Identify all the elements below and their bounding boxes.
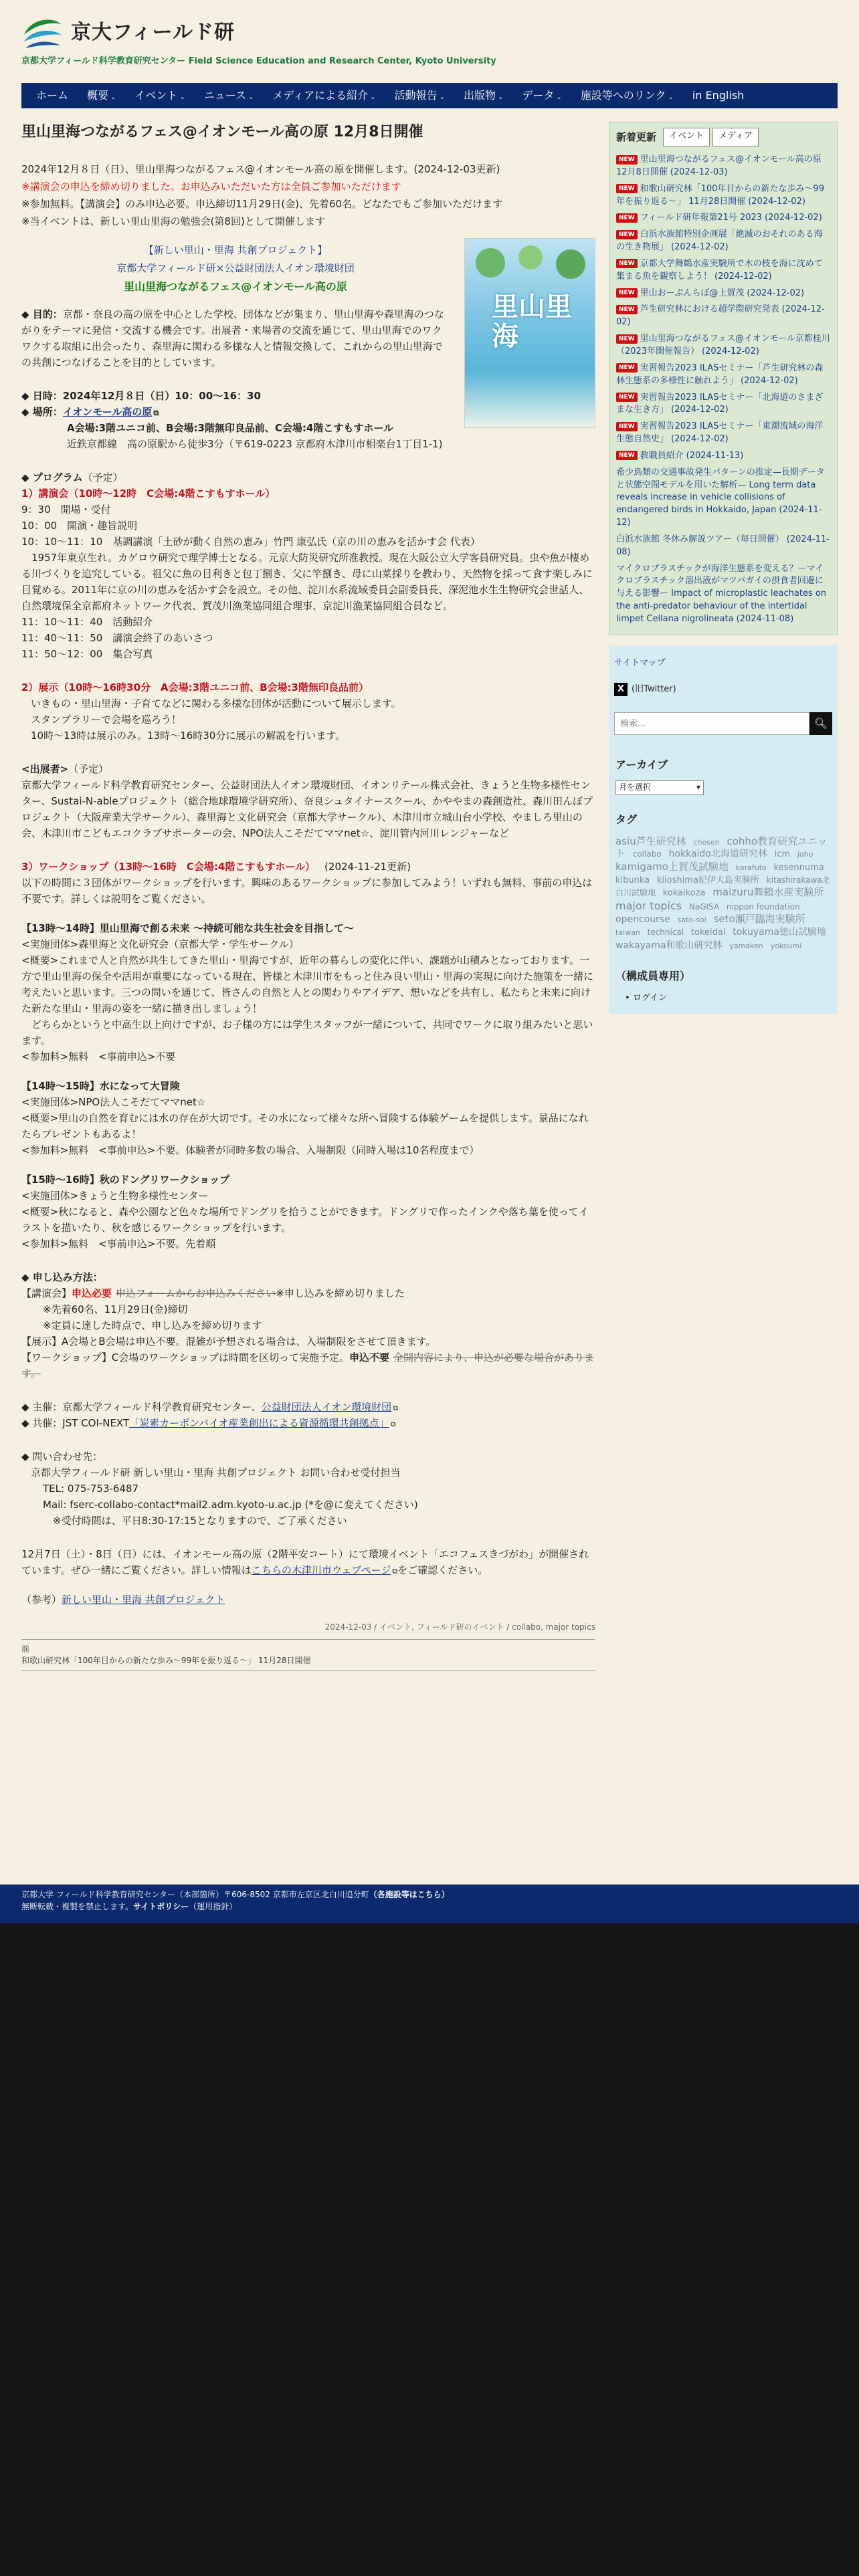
news-item[interactable] <box>616 532 830 561</box>
nav-facilities[interactable] <box>571 87 683 104</box>
news-title: 里山おーぷんらぼ@上賀茂 <box>640 288 745 298</box>
exhibitors-heading <box>21 761 595 777</box>
exhibitors-list: 京都大学フィールド科学教育研究センター、公益財団法人イオン環境財団、イオンリテール株式会社、きょうと生物多様性センター、Sustai-N-ableプロジェクト（総合地球環境学研究所）、奈良シュタイナースクール、かややまの森創造社、森川田んぼプロジェクト（大阪産業大学サークル）、森里海と文化研究会（京都大学サークル）、木津川市立城山台小学校、やましろ里山の会、木津川市こどもエコクラブサポーターの会、NPO法人こそだてママnet☆、淀川管内河川レンジャーなど <box>21 778 593 839</box>
lecture-line: 10：10〜11：10 基調講演「土砂が動く自然の恵み」竹門 康弘氏（京の川の恵みを活かす会 代表） <box>21 535 480 548</box>
program-heading <box>21 469 595 486</box>
chevron-down-icon: ⌄ <box>556 94 562 102</box>
apply-exhibit: 【展示】A会場とB会場は申込不要。混雑が予想される場合は、入場制限をさせて頂きます。 <box>21 1335 436 1348</box>
news-date: (2024-12-02) <box>741 375 798 386</box>
news-date: (2024-12-02) <box>671 434 729 445</box>
notice-1: ※参加無料。【講演会】のみ申込必要。申込締切11月29日(金)、先着60名。どなたでもご参加いただけます <box>21 198 503 211</box>
workshop-heading: 3）ワークショップ（13時〜16時 C会場:4階こすもすホール） <box>21 860 316 873</box>
exhibit-heading: 2）展示（10時〜16時30分 A会場:3階ユニコ前、B会場:3階無印良品前） <box>21 681 369 693</box>
site-title[interactable]: 京大フィールド研 <box>71 21 235 44</box>
tag-link[interactable]: kitashirakawa北白川試験地 <box>615 875 830 898</box>
chevron-down-icon: ⌄ <box>439 94 445 102</box>
news-item[interactable] <box>616 448 830 465</box>
project-heading-3: 里山里海つながるフェス@イオンモール高の原 <box>124 280 347 294</box>
nav-label: 概要 <box>87 89 109 102</box>
purpose-text: 京都・奈良の高の原を中心とした学校、団体などが集まり、里山里海や森里海のつながりをテーマに発信・交流する機会です。出展者・来場者の交流を通じて、里山里海でのワクワクする取組に出会ったり、森里海に関わる多様な人と情報交換して、これからの里山里海での共創につなげることを目的としています。 <box>21 308 444 368</box>
tag-link[interactable]: taiwan <box>615 928 640 938</box>
chevron-down-icon: ⌄ <box>110 94 116 102</box>
nav-label: メディアによる紹介 <box>272 89 369 102</box>
news-title: 里山里海つながるフェス@イオンモール高の原 12月8日開催 <box>616 154 822 177</box>
external-link-icon: ⧉ <box>153 408 159 417</box>
news-date: (2024-11-13) <box>686 450 744 461</box>
closing-suffix: をご確認ください。 <box>397 1564 488 1576</box>
archive-select-value: 月を選択 <box>619 782 652 792</box>
workshop-3-line: <概要>秋になると、森や公園など色々な場所でドングリを拾うことができます。ドングリで作ったインクや落ち葉を使ってイラストを描いたり、秋を感じるワークショップを行います。 <box>21 1205 589 1234</box>
tag-link[interactable]: chosen <box>693 837 720 847</box>
workshop-1-line: <概要>これまで人と自然が共生してきた里山・里海ですが、近年の暮らしの変化に伴い、課題が山積みとなっております。一方で里山里海の保全や活用が重要になっている現在、皆様と木津川市をもっと住み良い里山・里海の実現に向けた施策を一緒に考えたいと思います。三つの問いを通じて、皆さんの自然と人との関わりやアイデア、想いなどを共有し、私たちと未来に向けた新たな里山・里海の姿を一緒に描き出しましょう！ <box>21 954 594 1014</box>
apply-closed: ※申し込みを締め切りました <box>276 1287 405 1299</box>
tag-link[interactable]: tokuyama徳山試験地 <box>733 927 826 938</box>
new-badge: NEW <box>616 259 638 268</box>
news-date: (2024-12-03) <box>670 167 728 177</box>
news-item[interactable] <box>616 256 830 286</box>
apply-required: 申込必要 <box>72 1287 112 1299</box>
nav-home[interactable] <box>27 87 78 104</box>
nav-reports[interactable] <box>385 87 454 104</box>
reference-line <box>21 1592 595 1608</box>
news-title: 実習報告2023 ILASセミナー「東潮流域の海洋生態自然史」 <box>616 421 824 445</box>
tag-link[interactable]: kamigamo上賀茂試験地 <box>615 860 729 873</box>
apply-ws-struck: 全開内容により、申込が必要な場合があります。 <box>21 1351 595 1380</box>
apply-ws-text: 【ワークショップ】C会場のワークショップは時間を区切って実施予定。 <box>21 1351 350 1364</box>
news-title: 教職員紹介 <box>640 450 684 461</box>
tag-link[interactable]: maizuru舞鶴水産実験所 <box>712 886 824 899</box>
apply-workshop <box>21 1350 595 1382</box>
site-footer <box>0 1885 859 1923</box>
lecture-line: 11：10〜11：40 活動紹介 <box>21 615 153 628</box>
tag-link[interactable]: NaGISA <box>688 901 720 911</box>
tag-link[interactable]: seto瀬戸臨海実験所 <box>713 912 805 925</box>
footer-copyright: 無断転載・複製を禁止します。 <box>21 1902 134 1911</box>
facilities-link[interactable]: （各施設等はこちら） <box>369 1890 450 1899</box>
contact-line: 京都大学フィールド研 新しい里山・里海 共創プロジェクト お問い合わせ受付担当 <box>31 1466 401 1479</box>
chevron-down-icon: ⌄ <box>497 94 504 102</box>
site-header <box>0 0 859 83</box>
tag-link[interactable]: icm <box>774 849 791 860</box>
nav-label: 出版物 <box>463 89 496 102</box>
tag-link[interactable]: nippon foundation <box>726 901 800 911</box>
brand[interactable] <box>21 15 838 51</box>
host-line <box>21 1399 595 1415</box>
new-badge: NEW <box>616 155 638 165</box>
workshop-2-line: <参加料>無料 <事前申込>不要。体験者が同時多数の場合、入場制限（同時入場は10名程度まで） <box>21 1144 480 1156</box>
tag-link[interactable]: kokaikoza <box>662 888 706 899</box>
search-icon[interactable]: 🔍︎ <box>809 712 832 735</box>
news-title: 芦生研究林における超学際研究発表 <box>640 304 779 315</box>
new-badge: NEW <box>616 305 638 314</box>
news-date: (2024-11-12) <box>616 505 822 528</box>
news-item[interactable] <box>616 419 830 448</box>
program-label: ◆ プログラム <box>21 471 83 484</box>
news-title: 白浜水族館 冬休み解説ツアー（毎日開催） <box>616 534 784 544</box>
apply-ws-bold: 申込不要 <box>349 1351 390 1364</box>
workshop-1-line: <実施団体>森里海と文化研究会（京都大学・学生サークル） <box>21 938 299 950</box>
tag-link[interactable]: opencourse <box>615 914 670 925</box>
tag-link[interactable]: major topics <box>615 899 682 912</box>
news-item[interactable] <box>616 227 830 256</box>
archive-widget <box>609 748 838 803</box>
workshop-heading-line <box>21 859 595 875</box>
new-badge: NEW <box>616 363 638 372</box>
exhibit-line: いきもの・里山里海・子育てなどに関わる多様な団体が活動について展示します。 <box>31 697 401 710</box>
place-link[interactable]: イオンモール高の原 <box>62 405 153 418</box>
news-date: (2024-12-02) <box>748 196 805 207</box>
main-content <box>21 119 595 1671</box>
tag-link[interactable]: cohho教育研究ユニット <box>615 835 828 860</box>
news-date: (2024-12-02) <box>671 405 729 415</box>
lecture-heading: 1）講演会（10時〜12時 C会場:4階こすもすホール） <box>21 487 276 500</box>
tag-link[interactable]: kesennuma <box>773 862 824 873</box>
contact-line: TEL: 075-753-6487 <box>43 1482 139 1495</box>
tag-link[interactable]: kibunka <box>615 875 650 886</box>
external-link-icon: ⧉ <box>392 1566 398 1576</box>
nav-label: データ <box>522 89 555 102</box>
apply-lecture <box>21 1285 595 1301</box>
kizugawa-link[interactable]: こちらの木津川市ウェブページ <box>251 1564 391 1576</box>
archive-select[interactable] <box>615 780 704 795</box>
news-item[interactable] <box>616 181 830 211</box>
prev-label: 前 <box>21 1644 30 1654</box>
apply-form-struck: 申込フォームからお申込みください <box>116 1287 276 1299</box>
new-badge: NEW <box>616 334 638 344</box>
closed-notice: ※講演会の申込を締め切りました。お申込みいただいた方は全員ご参加いただけます <box>21 181 401 193</box>
project-heading <box>21 241 450 297</box>
place-label: ◆ 場所： <box>21 405 63 418</box>
news-item[interactable] <box>616 210 830 227</box>
nav-overview[interactable] <box>78 87 125 104</box>
tag-link[interactable]: karafuto <box>735 863 767 872</box>
workshop-3-title: 【15時〜16時】秋のドングリワークショップ <box>21 1173 230 1186</box>
tag-link[interactable]: kiioshima紀伊大島実験所 <box>656 875 759 886</box>
page-background-bottom <box>0 1923 859 2576</box>
news-item[interactable] <box>616 561 830 628</box>
search-input[interactable] <box>614 712 809 735</box>
new-badge: NEW <box>616 230 638 239</box>
cohost-label: ◆ 共催：JST COI-NEXT <box>21 1416 130 1429</box>
nav-events[interactable] <box>125 87 194 104</box>
news-title: 実習報告2023 ILASセミナー「芦生研究林の森林生態系の多様性に触れよう」 <box>616 362 824 386</box>
tag-link[interactable]: collabo <box>632 849 662 859</box>
contact-line: Mail: fserc-collabo-contact*mail2.adm.kyoto-u.ac.jp (*を@に変えてください) <box>43 1498 418 1511</box>
news-item[interactable] <box>616 390 830 419</box>
chevron-down-icon: ⌄ <box>668 94 674 102</box>
nav-label: in English <box>692 89 745 102</box>
footer-line-2 <box>21 1901 838 1913</box>
site-logo-icon <box>21 15 64 51</box>
news-title: 白浜水族館特別企画展「絶滅のおそれのある海の生き物展」 <box>616 229 823 253</box>
nav-label: イベント <box>134 89 178 102</box>
x-label: (旧Twitter) <box>632 683 676 694</box>
new-badge: NEW <box>616 393 638 402</box>
workshop-1-line: どちらかというと中高生以上向けですが、お子様の方には学生スタッフが一緒について、共同でワークに取り組みたいと思います。 <box>21 1018 593 1047</box>
footer-address: 京都大学 フィールド科学教育研究センター（本部箇所）〒606-8502 京都市左京区北白川追分町 <box>21 1890 369 1899</box>
project-heading-2: 京都大学フィールド研×公益財団法人イオン環境財団 <box>116 262 355 275</box>
tag-link[interactable]: yokoumi <box>770 941 802 950</box>
news-title: 実習報告2023 ILASセミナー「北海道のさまざまな生き方」 <box>616 392 824 415</box>
date-line: ◆ 日時：2024年12月８日（日）10：00〜16：30 <box>21 389 261 402</box>
news-date: (2024-12-02) <box>702 346 759 356</box>
chevron-down-icon: ⌄ <box>248 94 254 102</box>
tag-link[interactable]: technical <box>647 928 684 938</box>
apply-heading: ◆ 申し込み方法： <box>21 1271 103 1283</box>
nav-publications[interactable] <box>454 87 512 104</box>
cohost-line <box>21 1415 595 1431</box>
news-date: (2024-12-02) <box>616 304 825 328</box>
workshop-1-title: 【13時〜14時】里山里海で創る未来 〜持続可能な共生社会を目指して〜 <box>21 922 354 934</box>
event-poster-image[interactable] <box>464 238 595 428</box>
tab-media[interactable]: メディア <box>712 128 759 146</box>
tag-link[interactable]: wakayama和歌山研究林 <box>615 940 723 951</box>
news-date: (2024-12-02) <box>765 213 822 223</box>
tag-title: タグ <box>615 813 638 827</box>
nav-english[interactable] <box>683 87 753 104</box>
program-note: （予定） <box>82 471 123 484</box>
closing-text: 12月7日（土）・8日（日）には、イオンモール高の原（2階平安コート）にて環境イベント「エコフェスきづがわ」が開催されています。ぜひ一緒にご覧ください。詳しい情報は <box>21 1547 589 1576</box>
exhibitors-label: <出展者> <box>21 762 69 775</box>
exhibit-line: スタンプラリーで会場を巡ろう！ <box>31 713 182 726</box>
sidebar <box>609 122 838 1014</box>
contact-heading: ◆ 問い合わせ先： <box>21 1450 103 1463</box>
lecture-line: 9：30 開場・受付 <box>21 503 111 516</box>
poster-title: 里山里海 <box>492 292 572 352</box>
chevron-down-icon: ⌄ <box>370 94 376 102</box>
tag-link[interactable]: asiu芦生研究林 <box>615 835 686 847</box>
x-link[interactable] <box>609 677 838 710</box>
news-item[interactable] <box>616 286 830 302</box>
news-date: (2024-11-08) <box>616 534 830 557</box>
tab-latest[interactable]: 新着更新 <box>616 128 660 146</box>
staff-widget <box>609 960 838 1013</box>
news-title: 和歌山研究林「100年目からの新たな歩み〜99年を振り返る〜」 11月28日開催 <box>616 183 824 207</box>
exhibit-line: 10時〜13時は展示のみ。13時〜16時30分に展示の解説を行います。 <box>31 729 346 742</box>
archive-title: アーカイブ <box>615 758 668 772</box>
login-label: ログイン <box>632 992 668 1003</box>
poster-illustration-icon <box>470 243 591 283</box>
news-title: 京都大学舞鶴水産実験所で木の枝を海に沈めて集まる魚を観察しよう！ <box>616 258 823 282</box>
workshop-2-title: 【14時〜15時】水になって大冒険 <box>21 1079 180 1092</box>
nav-label: 施設等へのリンク <box>580 89 666 102</box>
host-label: ◆ 主催：京都大学フィールド科学教育研究センター、 <box>21 1400 262 1413</box>
news-title: マイクロプラスチックが海洋生態系を変える？ーマイクロプラスチック溶出液がマツバガイの摂食者回避に与える影響ー Impact of microplastic leachates on the anti-predator behaviour of the intertidal limpet Cellana nigrolineata <box>616 563 827 624</box>
workshop-2-line: <実施団体>NPO法人こそだてママnet☆ <box>21 1095 206 1108</box>
nav-label: ホーム <box>36 89 69 102</box>
main-nav <box>21 83 838 108</box>
prev-post-link[interactable]: 和歌山研究林「100年目からの新たな歩み〜99年を振り返る〜」 11月28日開催 <box>21 1655 311 1665</box>
workshop-intro: 以下の時間に３団体がワークショップを行います。興味のあるワークショップに参加してみよう！いずれも無料、事前の申込は不要です。詳しくは説明をご覧ください。 <box>21 876 593 905</box>
reference-link[interactable]: 新しい里山・里海 共創プロジェクト <box>62 1593 225 1606</box>
news-date: (2024-12-02) <box>747 288 805 298</box>
tag-link[interactable]: tokeidai <box>690 928 726 938</box>
purpose-label: ◆ 目的： <box>21 308 63 320</box>
sitemap-link[interactable]: サイトマップ <box>609 645 838 677</box>
venues-line: A会場:3階ユニコ前、B会場:3階無印良品前、C会場:4階こすもすホール <box>67 421 394 434</box>
news-title: 希少鳥類の交通事故発生パターンの推定—長期データと状態空間モデルを用いた解析— Long term data reveals increase in vehicle collisions of endangered birds in Hokkaido, Japan <box>616 467 825 516</box>
news-item[interactable] <box>616 331 830 360</box>
tag-link[interactable]: joho <box>797 850 814 859</box>
new-badge: NEW <box>616 422 638 431</box>
workshop-1-line: <参加料>無料 <事前申込>不要 <box>21 1050 176 1063</box>
news-date: (2024-12-02) <box>714 271 772 282</box>
nav-data[interactable] <box>512 87 571 104</box>
host-link[interactable]: 公益財団法人イオン環境財団 <box>261 1400 392 1413</box>
workshop-3-line: <参加料>無料 <事前申込>不要。先着順 <box>21 1237 216 1250</box>
news-date: (2024-12-02) <box>671 242 729 253</box>
access-line: 近鉄京都線 高の原駅から徒歩3分（〒619-0223 京都府木津川市相楽台1丁目1-1) <box>67 437 443 450</box>
purpose-paragraph <box>21 306 450 370</box>
news-title: フィールド研年報第21号 2023 <box>640 213 763 223</box>
new-badge: NEW <box>616 288 638 298</box>
external-link-icon: ⧉ <box>393 1403 399 1412</box>
apply-note: ※先着60名、11月29日(金)締切 <box>43 1303 188 1315</box>
lecture-line: 10：00 開演・趣旨説明 <box>21 519 138 532</box>
closing-paragraph <box>21 1546 595 1578</box>
chevron-down-icon: ⌄ <box>179 94 185 102</box>
news-title: 里山里海つながるフェス@イオンモール京都桂川（2023年開催報告） <box>616 334 830 356</box>
apply-note: ※定員に達した時点で、申し込みを締め切ります <box>43 1319 262 1331</box>
tag-link[interactable]: sato-sol <box>677 915 706 924</box>
intro-block <box>21 241 450 370</box>
site-subtitle: 京都大学フィールド科学教育研究センター Field Science Education and Research Center, Kyoto University <box>21 56 496 66</box>
project-heading-1: 【新しい里山・里海 共創プロジェクト】 <box>143 244 328 257</box>
workshop-2-line: <概要>里山の自然を育むには水の存在が大切です。その水になって様々な所へ冒険する体験ゲームを提供します。景品になれたらプレゼントもあるよ！ <box>21 1111 589 1140</box>
workshop-update: (2024-11-21更新) <box>324 860 411 873</box>
nav-media[interactable] <box>263 87 385 104</box>
cohost-link[interactable]: 「炭素カーボンバイオ産業創出による資源循環共創拠点」 <box>129 1416 389 1429</box>
apply-lecture-label: 【講演会】 <box>21 1287 72 1299</box>
intro-text: 2024年12月８日（日）、里山里海つながるフェス@イオンモール高の原を開催します。(2024-12-03更新) <box>21 163 500 176</box>
news-date: (2024-11-08) <box>736 614 794 624</box>
tab-events[interactable]: イベント <box>663 128 710 146</box>
x-logo-icon: X <box>614 683 628 696</box>
workshop-3-line: <実施団体>きょうと生物多様性センター <box>21 1189 209 1202</box>
new-badge: NEW <box>616 451 638 460</box>
search-form <box>609 710 838 748</box>
post-meta: 2024-12-03 / イベント, フィールド研のイベント / collabo, major topics <box>21 1621 595 1640</box>
site-policy-link[interactable]: サイトポリシー <box>133 1902 189 1911</box>
exhibitors-note: （予定） <box>68 762 109 775</box>
news-item[interactable] <box>616 152 830 181</box>
news-widget <box>609 122 838 635</box>
tag-link[interactable]: hokkaido北海道研究林 <box>668 849 767 860</box>
nav-label: 活動報告 <box>394 89 438 102</box>
news-item[interactable] <box>616 360 830 390</box>
reference-label: （参考） <box>21 1593 62 1606</box>
external-link-icon: ⧉ <box>390 1419 396 1428</box>
lecture-line: 11：40〜11：50 講演会終了のあいさつ <box>21 631 213 644</box>
lecture-bio: 1957年東京生れ。カゲロウ研究で理学博士となる。元京大防災研究所准教授。現在大阪公立大学客員研究員。虫や魚が棲める川づくりを追究している。祖父に魚の目利きと包丁捌き、父に竿捌き、母に山菜採りを教わり、天然物を採って食す楽しみに目覚める。2011年に京の川の恵みを活かす会を設立。その他、淀川水系流域委員会副委員長、深泥池水生生物研究会世話人、自然環境保全京都府ネットワーク代表、賀茂川漁業協同組合理事、京淀川漁業協同組合員など。 <box>21 551 593 612</box>
nav-news[interactable] <box>195 87 264 104</box>
new-badge: NEW <box>616 184 638 193</box>
footer-line-1 <box>21 1889 838 1901</box>
lecture-line: 11：50〜12：00 集合写真 <box>21 647 153 660</box>
new-badge: NEW <box>616 213 638 223</box>
chevron-down-icon: ▾ <box>696 782 700 792</box>
prev-post <box>21 1640 595 1671</box>
news-tabs <box>616 128 830 146</box>
login-link[interactable]: • ログイン <box>625 992 668 1003</box>
footer-policy-suffix: （運用指針） <box>189 1902 237 1911</box>
tag-widget <box>609 803 838 960</box>
staff-title: （構成員専用） <box>615 970 691 983</box>
news-list <box>616 152 830 628</box>
notice-2: ※当イベントは、新しい里山里海の勉強会(第8回)として開催します <box>21 215 325 228</box>
contact-line: ※受付時間は、平日8:30-17:15となりますので、ご了承ください <box>43 1514 347 1527</box>
post-title: 里山里海つながるフェス@イオンモール高の原 12月8日開催 <box>21 124 423 140</box>
nav-label: ニュース <box>203 89 247 102</box>
news-item[interactable] <box>616 465 830 532</box>
tag-link[interactable]: yamaken <box>729 941 763 950</box>
tag-cloud <box>615 835 831 952</box>
news-item[interactable] <box>616 302 830 331</box>
